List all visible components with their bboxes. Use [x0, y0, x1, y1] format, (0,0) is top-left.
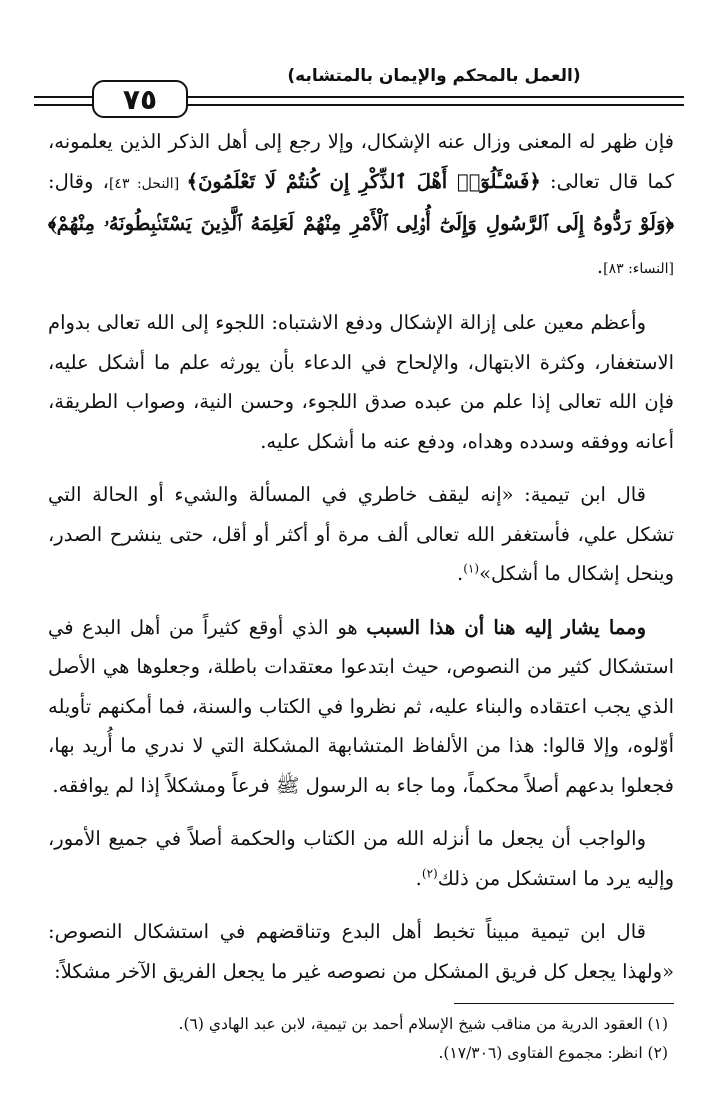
- text-span: والواجب أن يجعل ما أنزله الله من الكتاب والحكمة أصلاً في جميع الأمور، وإليه يرد ما استشكل من ذلك: [48, 827, 674, 890]
- page-number: ٧٥: [92, 80, 188, 118]
- header-rule-left: [34, 96, 92, 106]
- verse-reference: [النساء: ٨٣]: [603, 260, 674, 277]
- text-span: .: [596, 254, 604, 278]
- text-span: .: [457, 562, 464, 585]
- text-span: قال ابن تيمية: «إنه ليقف خاطري في المسألة والشيء أو الحالة التي تشكل علي، فأستغفر الله تعالى ألف مرة أو أكثر أو أقل، حتى ينشرح الصدر، وينحل إشكال ما أشكل»: [48, 483, 674, 585]
- text-span: فإن ظهر له المعنى وزال عنه الإشكال، وإلا رجع إلى أهل الذكر الذين يعلمونه، كما قال تعالى:: [48, 130, 674, 193]
- bold-lead: ومما يشار إليه هنا أن هذا السبب: [366, 615, 646, 639]
- main-text: [48, 122, 674, 1005]
- text-span: هو الذي أوقع كثيراً من أهل البدع في استشكال كثير من النصوص، حيث ابتدعوا معتقدات باطلة، وجعلوها هي الأصل الذي يجب اعتقاده والبناء عليه، ثم نظروا في الكتاب والسنة، فما أمكنهم تأويله أوّلوه، وإلا قالوا: هذا من الألفاظ المتشابهة المشكلة التي لا ندري ما أُريد بها، فجعلوا بدعهم أصلاً محكماً، وما جاء به الرسول ﷺ فرعاً ومشكلاً إذا لم يوافقه.: [48, 615, 674, 797]
- paragraph-5: [48, 819, 674, 898]
- quran-verse: ﴿فَسْـَٔلُوٓا۟ أَهْلَ ٱلذِّكْرِ إِن كُنتُمْ لَا تَعْلَمُونَ﴾: [186, 169, 541, 193]
- footnote-separator: [454, 1003, 674, 1004]
- footnotes: [48, 1010, 674, 1068]
- text-span: ، وقال:: [48, 169, 109, 193]
- footnote-ref: (٢): [421, 866, 438, 880]
- paragraph-1: [48, 122, 674, 289]
- verse-reference: [النحل: ٤٣]: [108, 175, 187, 192]
- paragraph-2: وأعظم معين على إزالة الإشكال ودفع الاشتباه: اللجوء إلى الله تعالى بدوام الاستغفار، وكثرة الابتهال، والإلحاح في الدعاء بأن يورثه علم ما أشكل عليه، فإن الله تعالى إذا علم من عبده صدق اللجوء، وحسن النية، وصواب الطريقة، أعانه ووفقه وسدده وهداه، ودفع عنه ما أشكل عليه.: [48, 311, 674, 453]
- footnote-1: (١) العقود الدرية من مناقب شيخ الإسلام أحمد بن تيمية، لابن عبد الهادي (٦).: [178, 1015, 668, 1033]
- header-rule-right: [184, 96, 684, 106]
- paragraph-6: قال ابن تيمية مبيناً تخبط أهل البدع وتناقضهم في استشكال النصوص: «ولهذا يجعل كل فريق المشكل من نصوصه غير ما يجعل الفريق الآخر مشكلاً:: [48, 920, 674, 983]
- footnote-2: (٢) انظر: مجموع الفتاوى (١٧/٣٠٦).: [438, 1044, 668, 1062]
- page-header: [34, 60, 684, 116]
- quran-verse: ﴿وَلَوْ رَدُّوهُ إِلَى ٱلرَّسُولِ وَإِلَىٰٓ أُو۟لِى ٱلْأَمْرِ مِنْهُمْ لَعَلِمَهُ ٱلَّذِينَ يَسْتَنۢبِطُونَهُۥ مِنْهُمْ﴾: [48, 212, 674, 235]
- paragraph-3: [48, 475, 674, 594]
- paragraph-4: [48, 608, 674, 806]
- text-span: .: [415, 866, 422, 890]
- footnote-ref: (١): [463, 561, 480, 576]
- running-title: (العمل بالمحكم والإيمان بالمتشابه): [287, 66, 581, 86]
